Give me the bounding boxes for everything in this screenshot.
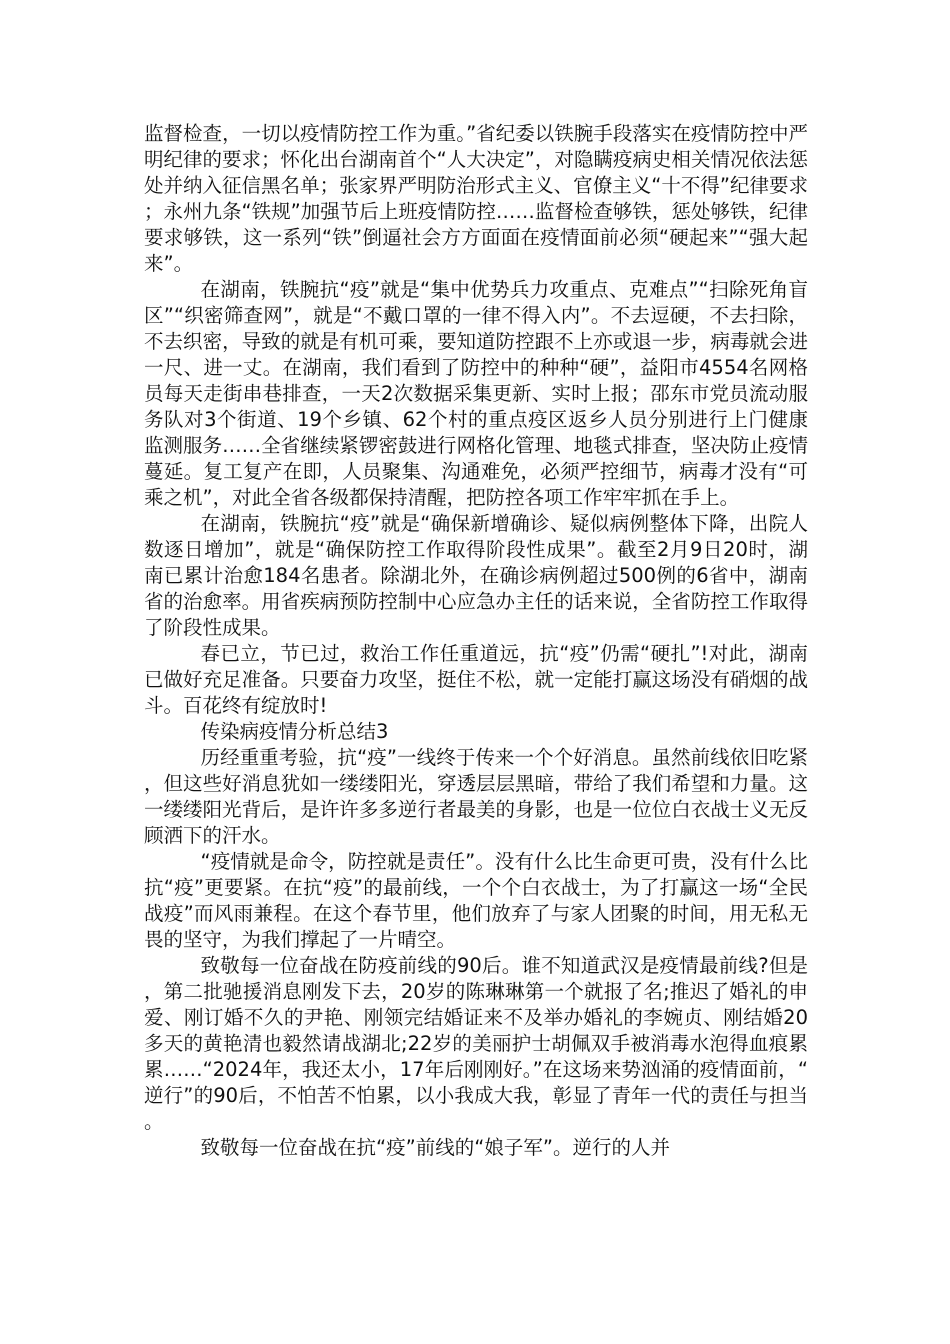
paragraph: 在湖南，铁腕抗“疫”就是“集中优势兵力攻重点、克难点”“扫除死角盲区”“织密筛查网”，就是“不戴口罩的一律不得入内”。不去逗硬，不去扫除，不去织密，导致的就是有机可乘，要知道防控跟不上亦或退一步，病毒就会进一尺、进一丈。在湖南，我们看到了防控中的种种“硬”，益阳市4554名网格员每天走街串巷排查，一天2次数据采集更新、实时上报；邵东市党员流动服务队对3个街道、19个乡镇、62个村的重点疫区返乡人员分别进行上门健康监测服务……全省继续紧锣密鼓进行网格化管理、地毯式排查，坚决防止疫情蔓延。复工复产在即，人员聚集、沟通难免，必须严控细节，病毒才没有“可乘之机”，对此全省各级都保持清醒，把防控各项工作牢牢抓在手上。 (144, 278, 808, 509)
paragraph: “疫情就是命令，防控就是责任”。没有什么比生命更可贵，没有什么比抗“疫”更要紧。在抗“疫”的最前线，一个个白衣战士，为了打赢这一场“全民战疫”而风雨兼程。在这个春节里，他们放弃了与家人团聚的时间，用无私无畏的坚守，为我们撑起了一片晴空。 (144, 850, 808, 951)
paragraph: 在湖南，铁腕抗“疫”就是“确保新增确诊、疑似病例整体下降，出院人数逐日增加”，就是“确保防控工作取得阶段性成果”。截至2月9日20时，湖南已累计治愈184名患者。除湖北外，在确诊病例超过500例的6省中，湖南省的治愈率。用省疾病预防控制中心应急办主任的话来说，全省防控工作取得了阶段性成果。 (144, 512, 808, 639)
paragraph: 致敬每一位奋战在防疫前线的90后。谁不知道武汉是疫情最前线?但是，第二批驰援消息刚发下去，20岁的陈琳琳第一个就报了名;推迟了婚礼的申爱、刚订婚不久的尹艳、刚领完结婚证来不及举办婚礼的李婉贞、刚结婚20多天的黄艳清也毅然请战湖北;22岁的美丽护士胡佩双手被消毒水泡得血痕累累……“2024年，我还太小，17年后刚刚好。”在这场来势汹涌的疫情面前，“逆行”的90后，不怕苦不怕累，以小我成大我，彰显了青年一代的责任与担当。 (144, 954, 808, 1133)
document-body (144, 121, 808, 1161)
paragraph: 致敬每一位奋战在抗“疫”前线的“娘子军”。逆行的人并 (200, 1136, 670, 1159)
paragraph: 历经重重考验，抗“疫”一线终于传来一个个好消息。虽然前线依旧吃紧，但这些好消息犹如一缕缕阳光，穿透层层黑暗，带给了我们希望和力量。这一缕缕阳光背后，是许许多多逆行者最美的身影，也是一位位白衣战士义无反顾洒下的汗水。 (144, 746, 808, 847)
paragraph: 春已立，节已过，救治工作任重道远，抗“疫”仍需“硬扎”!对此，湖南已做好充足准备。只要奋力攻坚，挺住不松，就一定能打赢这场没有硝烟的战斗。百花终有绽放时! (144, 642, 808, 717)
section-title: 传染病疫情分析总结3 (200, 720, 389, 743)
paragraph: 监督检查，一切以疫情防控工作为重。”省纪委以铁腕手段落实在疫情防控中严明纪律的要求；怀化出台湖南首个“人大决定”，对隐瞒疫病史相关情况依法惩处并纳入征信黑名单；张家界严明防治形式主义、官僚主义“十不得”纪律要求；永州九条“铁规”加强节后上班疫情防控……监督检查够铁，惩处够铁，纪律要求够铁，这一系列“铁”倒逼社会方方面面在疫情面前必须“硬起来”“强大起来”。 (144, 122, 808, 275)
